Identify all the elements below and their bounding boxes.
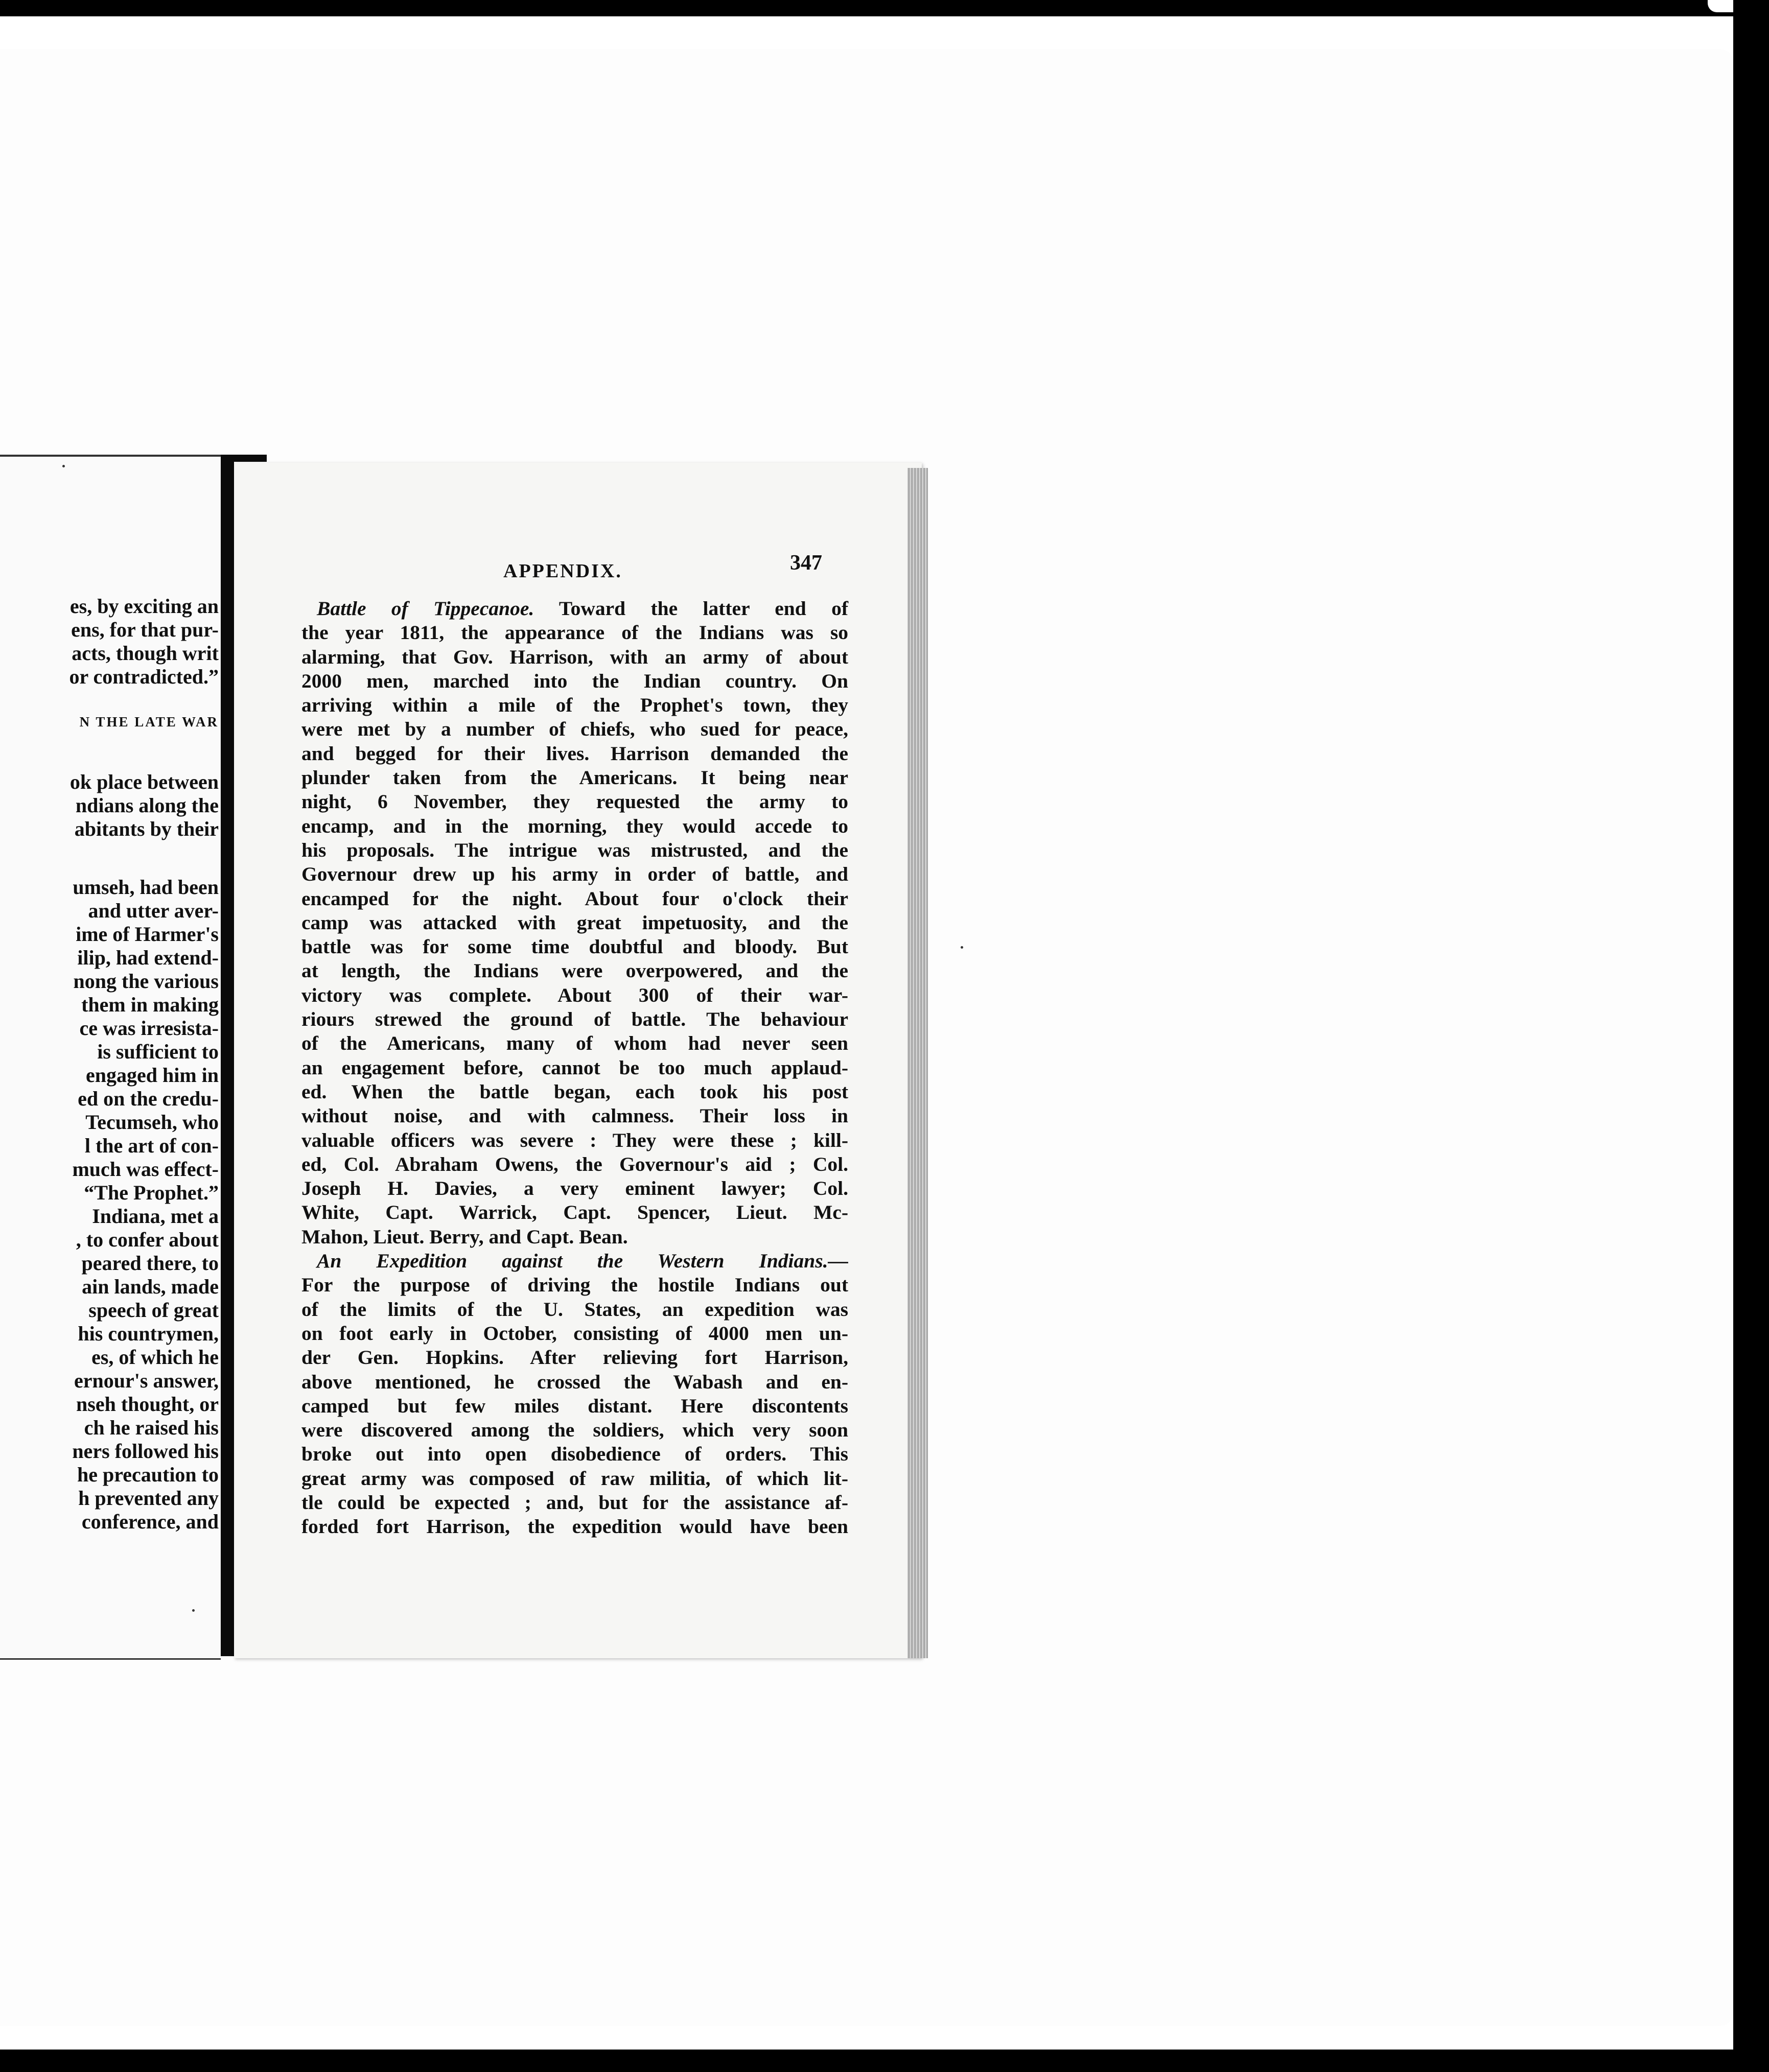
left-line: h prevented any bbox=[78, 1487, 219, 1510]
text-line: White, Capt. Warrick, Capt. Spencer, Lieut. Mc- bbox=[301, 1201, 848, 1224]
text-line: battle was for some time doubtful and bloody. But bbox=[301, 935, 848, 958]
text-line: encamp, and in the morning, they would accede to bbox=[301, 814, 848, 837]
text-line: the year 1811, the appearance of the Indians was so bbox=[301, 621, 848, 644]
page-body bbox=[301, 597, 848, 1539]
left-line: ime of Harmer's bbox=[76, 923, 219, 946]
text-line: great army was composed of raw militia, of which lit- bbox=[301, 1467, 848, 1490]
text-line: on foot early in October, consisting of 4000 men un- bbox=[301, 1322, 848, 1345]
scan-speck bbox=[961, 946, 963, 949]
text-line: camped but few miles distant. Here discontents bbox=[301, 1394, 848, 1417]
film-right-border bbox=[1733, 0, 1769, 2072]
book-gutter bbox=[221, 455, 234, 1656]
text-line: night, 6 November, they requested the army to bbox=[301, 790, 848, 813]
text-line: forded fort Harrison, the expedition would have been bbox=[301, 1515, 848, 1538]
left-line: ernour's answer, bbox=[74, 1369, 219, 1392]
left-line: conference, and bbox=[81, 1510, 219, 1533]
text-line: camp was attacked with great impetuosity, and the bbox=[301, 911, 848, 934]
left-line: he precaution to bbox=[77, 1463, 219, 1486]
left-line: ners followed his bbox=[72, 1440, 219, 1463]
left-line: and utter aver- bbox=[88, 899, 219, 922]
text-line: plunder taken from the Americans. It being near bbox=[301, 766, 848, 789]
text-line: of the Americans, many of whom had never seen bbox=[301, 1032, 848, 1055]
text-line: Governour drew up his army in order of battle, and bbox=[301, 863, 848, 886]
text-line: encamped for the night. About four o'clock their bbox=[301, 887, 848, 910]
left-line: ce was irresista- bbox=[79, 1017, 219, 1040]
left-line: ed on the credu- bbox=[78, 1087, 219, 1110]
scan-speck bbox=[192, 1609, 195, 1612]
text-line: For the purpose of driving the hostile Indians out bbox=[301, 1274, 848, 1297]
left-line: acts, though writ bbox=[72, 642, 219, 665]
text-line: 2000 men, marched into the Indian country. On bbox=[301, 669, 848, 692]
left-line: or contradicted.” bbox=[69, 665, 219, 688]
text-line: an engagement before, cannot be too much applaud- bbox=[301, 1056, 848, 1079]
left-line: ch he raised his bbox=[84, 1416, 219, 1439]
section-1-first-line bbox=[301, 597, 848, 621]
left-line: them in making bbox=[81, 993, 219, 1016]
text-line: without noise, and with calmness. Their loss in bbox=[301, 1104, 848, 1127]
section-1-title: Battle of Tippecanoe. bbox=[317, 597, 534, 620]
left-page-section-heading: N THE LATE WAR bbox=[79, 714, 219, 729]
film-bottom-border bbox=[0, 2050, 1769, 2072]
left-line: , to confer about bbox=[76, 1228, 219, 1251]
left-line: peared there, to bbox=[81, 1252, 219, 1275]
text-line: alarming, that Gov. Harrison, with an army of about bbox=[301, 645, 848, 668]
left-line: speech of great bbox=[88, 1299, 219, 1322]
left-line: nong the various bbox=[73, 970, 219, 993]
text-line: Joseph H. Davies, a very eminent lawyer; Col. bbox=[301, 1177, 848, 1200]
left-line: much was effect- bbox=[72, 1158, 219, 1181]
text-line: victory was complete. About 300 of their war- bbox=[301, 983, 848, 1006]
left-page bbox=[0, 455, 221, 1660]
text-line: were met by a number of chiefs, who sued for peace, bbox=[301, 718, 848, 741]
text-line: were discovered among the soldiers, which very soon bbox=[301, 1419, 848, 1442]
text-line: valuable officers was severe : They were these ; kill- bbox=[301, 1128, 848, 1151]
left-page-paragraph-c bbox=[4, 876, 219, 1534]
page-edge bbox=[907, 468, 928, 1658]
left-line: Indiana, met a bbox=[92, 1205, 219, 1228]
left-line: nseh thought, or bbox=[76, 1393, 219, 1416]
text-line: above mentioned, he crossed the Wabash and en- bbox=[301, 1370, 848, 1393]
scan-speck bbox=[62, 465, 65, 467]
left-line: “The Prophet.” bbox=[84, 1181, 219, 1204]
left-line: ndians along the bbox=[75, 794, 219, 817]
left-line: es, by exciting an bbox=[69, 595, 219, 618]
running-head: APPENDIX. bbox=[503, 560, 622, 582]
text-line: his proposals. The intrigue was mistrusted, and the bbox=[301, 838, 848, 861]
text-line: Mahon, Lieut. Berry, and Capt. Bean. bbox=[301, 1225, 628, 1248]
text-line: tle could be expected ; and, but for the assistance af- bbox=[301, 1491, 848, 1514]
text-line: Toward the latter end of bbox=[558, 597, 848, 620]
left-line: es, of which he bbox=[91, 1346, 219, 1369]
text-line: at length, the Indians were overpowered, and the bbox=[301, 959, 848, 982]
text-line: der Gen. Hopkins. After relieving fort Harrison, bbox=[301, 1346, 848, 1369]
left-line: ilip, had extend- bbox=[77, 946, 219, 969]
left-line: umseh, had been bbox=[73, 876, 219, 899]
left-page-paragraph-a bbox=[4, 595, 219, 689]
text-line: arriving within a mile of the Prophet's town, they bbox=[301, 694, 848, 717]
left-line: Tecumseh, who bbox=[85, 1111, 219, 1134]
left-line: l the art of con- bbox=[84, 1134, 219, 1157]
page-number: 347 bbox=[790, 551, 822, 575]
text-line: riours strewed the ground of battle. The behaviour bbox=[301, 1008, 848, 1031]
left-line: engaged him in bbox=[85, 1064, 219, 1087]
text-line: of the limits of the U. States, an expedition was bbox=[301, 1298, 848, 1321]
left-line: abitants by their bbox=[74, 817, 219, 840]
left-line: ens, for that pur- bbox=[71, 618, 219, 641]
left-line: ok place between bbox=[69, 770, 219, 793]
section-2-title: An Expedition against the Western Indians.— bbox=[317, 1250, 848, 1273]
left-line: his countrymen, bbox=[78, 1322, 219, 1345]
film-top-border bbox=[0, 0, 1769, 16]
left-page-paragraph-b bbox=[4, 770, 219, 841]
text-line: ed, Col. Abraham Owens, the Governour's aid ; Col. bbox=[301, 1152, 848, 1175]
book-gutter-tab bbox=[221, 455, 267, 462]
text-line: ed. When the battle began, each took his post bbox=[301, 1080, 848, 1103]
text-line: and begged for their lives. Harrison demanded the bbox=[301, 742, 848, 765]
left-line: ain lands, made bbox=[82, 1275, 219, 1298]
left-line: is sufficient to bbox=[97, 1040, 219, 1063]
text-line: broke out into open disobedience of orders. This bbox=[301, 1443, 848, 1466]
